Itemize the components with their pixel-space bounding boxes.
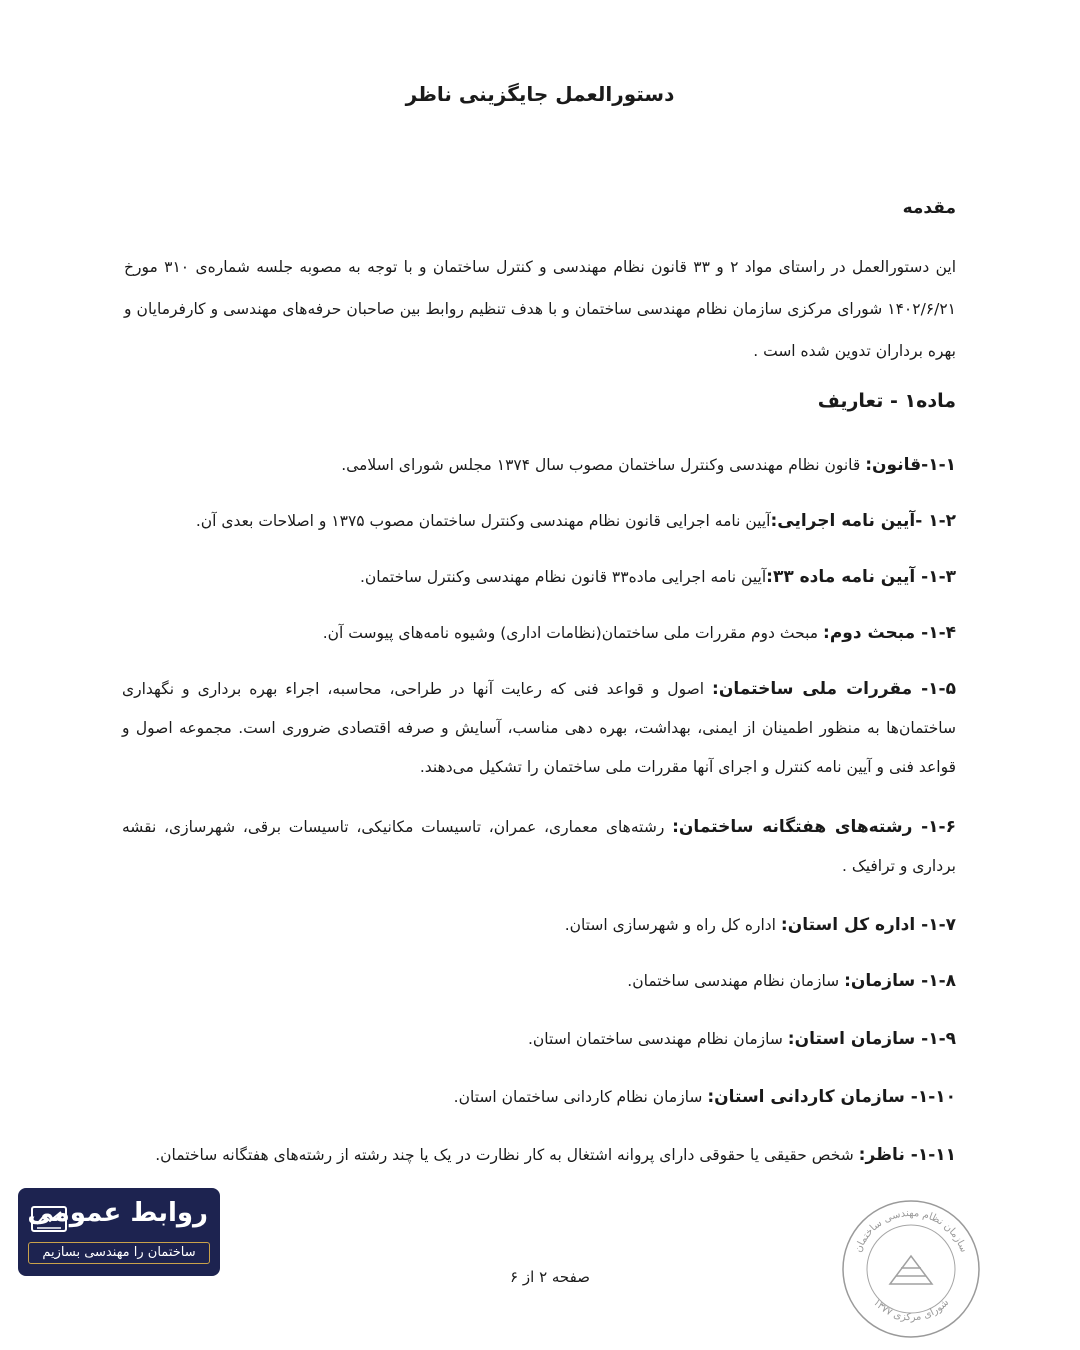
definition-text: اداره کل راه و شهرسازی استان. (564, 916, 781, 934)
definition-term: سازمان کاردانی استان: (707, 1087, 911, 1107)
definition-item (122, 1078, 956, 1117)
definition-term: مبحث دوم: (823, 623, 922, 643)
definition-number: ۱-۳- (921, 567, 956, 587)
definition-term: آیین نامه ماده ۳۳: (766, 567, 922, 587)
definition-term: سازمان: (844, 971, 922, 991)
definition-number: ۱-۷- (921, 915, 956, 935)
definition-number: ۱-۶- (921, 817, 956, 837)
badge-subtitle: ساختمان را مهندسی بسازیم (28, 1242, 210, 1264)
stamp-text-top: سازمان نظام مهندسی ساختمان (852, 1207, 970, 1255)
definition-term: آیین نامه اجرایی: (770, 511, 916, 531)
definition-number: ۱-۱۰- (910, 1087, 956, 1107)
definition-text: سازمان نظام مهندسی ساختمان استان. (528, 1030, 788, 1048)
page-number: صفحه ۲ از ۶ (510, 1268, 590, 1286)
badge-title: روابط عمومی (27, 1198, 208, 1228)
definition-number: ۱-۴- (921, 623, 956, 643)
definition-item (122, 808, 956, 886)
definition-item (122, 446, 956, 485)
definition-term: ناظر: (858, 1145, 911, 1165)
definition-term: سازمان استان: (787, 1029, 922, 1049)
document-title: دستورالعمل جایگزینی ناظر (405, 82, 675, 106)
definition-item (122, 1136, 956, 1175)
intro-paragraph: این دستورالعمل در راستای مواد ۲ و ۳۳ قانون نظام مهندسی و کنترل ساختمان و با توجه به مصوبه جلسه شماره‌ی ۳۱۰ مورخ ۱۴۰۲/۶/۲۱ شورای مرکزی سازمان نظام مهندسی ساختمان و با هدف تنظیم روابط بین صاحبان حرفه‌های مهندسی و کارفرمایان و بهره برداران تدوین شده است . (124, 258, 957, 360)
definition-item (122, 614, 956, 653)
building-hand-icon (30, 1204, 68, 1234)
definition-number: ۱-۱- (921, 455, 956, 475)
council-stamp (838, 1196, 984, 1342)
definition-text: آیین نامه اجرایی قانون نظام مهندسی وکنترل ساختمان مصوب ۱۳۷۵ و اصلاحات بعدی آن. (195, 512, 771, 530)
definition-item (122, 670, 956, 787)
definition-term: اداره کل استان: (780, 915, 922, 935)
definition-text: رشته‌های معماری، عمران، تاسیسات مکانیکی، تاسیسات برقی، شهرسازی، نقشه برداری و ترافیک . (122, 818, 956, 875)
intro-heading: مقدمه (902, 198, 956, 218)
stamp-text-bottom: شورای مرکزی ۱۳۷۷ (870, 1297, 952, 1324)
stamp-emblem-icon (890, 1256, 932, 1284)
svg-text:شورای مرکزی ۱۳۷۷ (871, 1297, 951, 1323)
definition-text: سازمان نظام کاردانی ساختمان استان. (453, 1088, 708, 1106)
definition-item (122, 502, 956, 541)
definition-text: شخص حقیقی یا حقوقی دارای پروانه اشتغال به کار نظارت در یک یا چند رشته از رشته‌های هفتگانه ساختمان. (155, 1146, 859, 1164)
definition-text: آیین نامه اجرایی ماده۳۳ قانون نظام مهندسی وکنترل ساختمان. (359, 568, 767, 586)
definition-item (122, 962, 956, 1001)
article-heading: ماده۱ - تعاریف (817, 390, 956, 412)
definition-number: ۱-۱۱- (910, 1145, 956, 1165)
definition-term: قانون: (865, 455, 922, 475)
definition-text: قانون نظام مهندسی وکنترل ساختمان مصوب سال ۱۳۷۴ مجلس شورای اسلامی. (341, 456, 866, 474)
definition-number: ۱-۸- (921, 971, 956, 991)
definition-item (122, 558, 956, 597)
public-relations-badge (18, 1188, 220, 1276)
definition-item (122, 1020, 956, 1059)
definition-text: مبحث دوم مقررات ملی ساختمان(نظامات اداری) وشیوه نامه‌های پیوست آن. (322, 624, 824, 642)
definition-text: سازمان نظام مهندسی ساختمان. (627, 972, 845, 990)
definition-number: ۱-۵- (921, 679, 956, 699)
definition-number: ۱-۹- (921, 1029, 956, 1049)
definition-number: ۱-۲ - (915, 511, 956, 531)
definition-text: اصول و قواعد فنی که رعایت آنها در طراحی، محاسبه، اجراء بهره برداری و نگهداری ساختمان‌ها به منظور اطمینان از ایمنی، بهداشت، بهره دهی مناسب، آسایش و صرفه اقتصادی ضروری است. مجموعه اصول و قواعد فنی و آیین نامه کنترل و اجرای آنها مقررات ملی ساختمان را تشکیل می‌دهند. (122, 680, 956, 776)
definition-item (122, 906, 956, 945)
definition-term: رشته‌های هفتگانه ساختمان: (672, 817, 922, 837)
definition-term: مقررات ملی ساختمان: (712, 679, 922, 699)
